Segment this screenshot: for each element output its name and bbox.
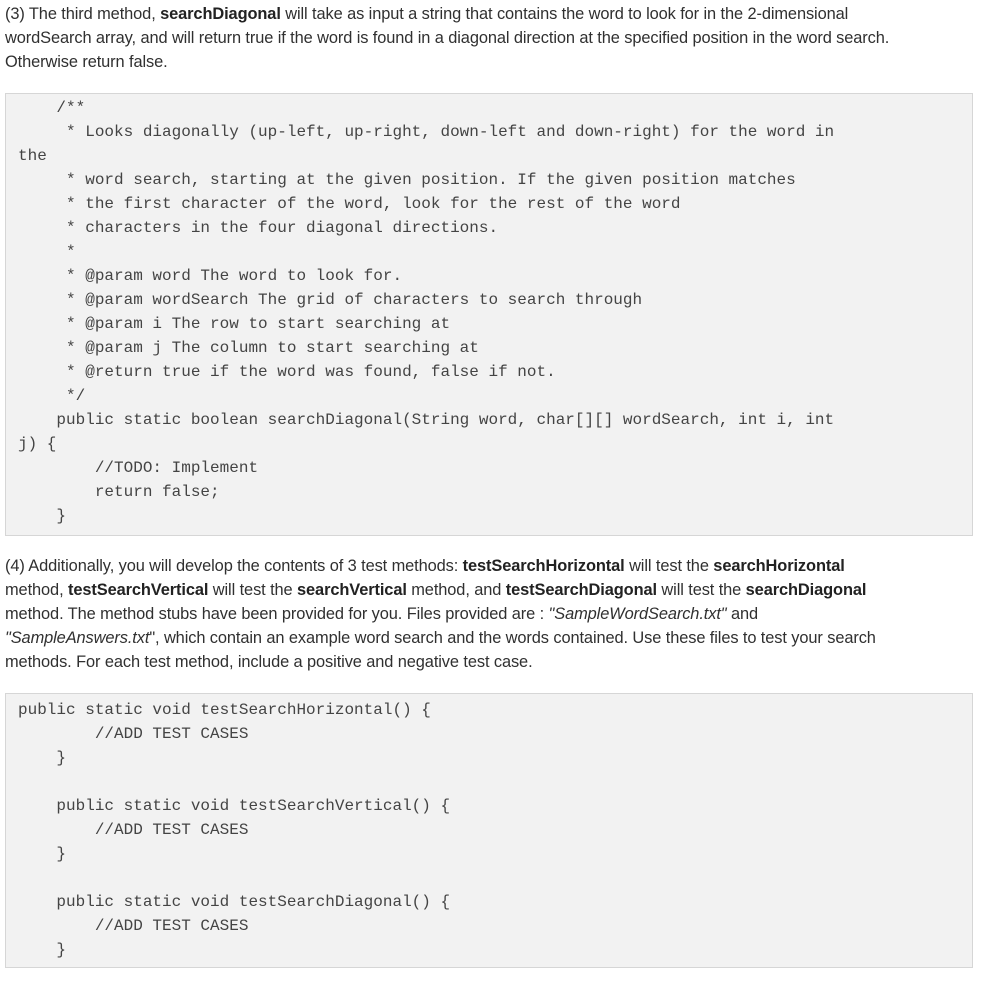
method-name-searchHorizontal: searchHorizontal — [713, 557, 845, 575]
method-name-testSearchDiagonal: testSearchDiagonal — [505, 581, 657, 599]
para4-text: ", which contain an example word search and the words contained. Use these files to test your search — [149, 629, 876, 647]
code-line: //TODO: Implement — [18, 459, 259, 477]
code-line: * @param j The column to start searching at — [18, 339, 479, 357]
para4-text: method. The method stubs have been provided for you. Files provided are : — [5, 605, 549, 623]
code-line: public static void testSearchDiagonal() { — [18, 893, 451, 911]
para3-line3: Otherwise return false. — [5, 53, 168, 71]
filename-sample-answers: "SampleAnswers.txt — [5, 629, 150, 647]
code-line: public static boolean searchDiagonal(String word, char[][] wordSearch, int i, int — [18, 411, 835, 429]
section-3-paragraph — [5, 2, 977, 74]
code-line: * @return true if the word was found, false if not. — [18, 363, 556, 381]
filename-sample-word-search: "SampleWordSearch.txt" — [548, 605, 727, 623]
code-line: //ADD TEST CASES — [18, 821, 249, 839]
code-line: j) { — [18, 435, 57, 453]
para4-text: will test the — [624, 557, 714, 575]
code-line: } — [18, 845, 67, 863]
code-line: } — [18, 749, 67, 767]
para4-text: will test the — [208, 581, 298, 599]
code-line: * @param wordSearch The grid of characters to search through — [18, 291, 643, 309]
code-line: * the first character of the word, look for the rest of the word — [18, 195, 681, 213]
code-line: //ADD TEST CASES — [18, 917, 249, 935]
method-name-searchDiagonal: searchDiagonal — [745, 581, 867, 599]
para4-text: (4) Additionally, you will develop the contents of 3 test methods: — [5, 557, 463, 575]
para4-text: will test the — [656, 581, 746, 599]
method-name-searchVertical: searchVertical — [297, 581, 407, 599]
code-line: } — [18, 507, 67, 525]
code-line: } — [18, 941, 67, 959]
code-line: //ADD TEST CASES — [18, 725, 249, 743]
para3-text-rest: will take as input a string that contains the word to look for in the 2-dimensional — [280, 5, 849, 23]
para4-text: and — [726, 605, 759, 623]
section-4-paragraph — [5, 554, 977, 674]
para3-line2: wordSearch array, and will return true if the word is found in a diagonal direction at the specified position in the word search. — [5, 29, 890, 47]
code-line: */ — [18, 387, 86, 405]
code-line: public static void testSearchHorizontal() { — [18, 701, 431, 719]
method-name-testSearchVertical: testSearchVertical — [67, 581, 209, 599]
para4-text: method, — [5, 581, 68, 599]
method-name-testSearchHorizontal: testSearchHorizontal — [462, 557, 625, 575]
code-line: * word search, starting at the given position. If the given position matches — [18, 171, 796, 189]
para4-text: method, and — [406, 581, 506, 599]
code-line: public static void testSearchVertical() { — [18, 797, 451, 815]
code-line: * — [18, 243, 76, 261]
code-block-search-diagonal — [5, 93, 973, 536]
para4-text: methods. For each test method, include a positive and negative test case. — [5, 653, 533, 671]
code-line: the — [18, 147, 47, 165]
code-line: /** — [18, 99, 86, 117]
code-line: * characters in the four diagonal directions. — [18, 219, 499, 237]
code-line: * @param i The row to start searching at — [18, 315, 451, 333]
code-line: * @param word The word to look for. — [18, 267, 403, 285]
code-line: * Looks diagonally (up-left, up-right, down-left and down-right) for the word in — [18, 123, 835, 141]
method-name-searchDiagonal: searchDiagonal — [160, 5, 281, 23]
code-line: return false; — [18, 483, 220, 501]
para3-text-start: (3) The third method, — [5, 5, 161, 23]
code-block-test-methods — [5, 693, 973, 968]
